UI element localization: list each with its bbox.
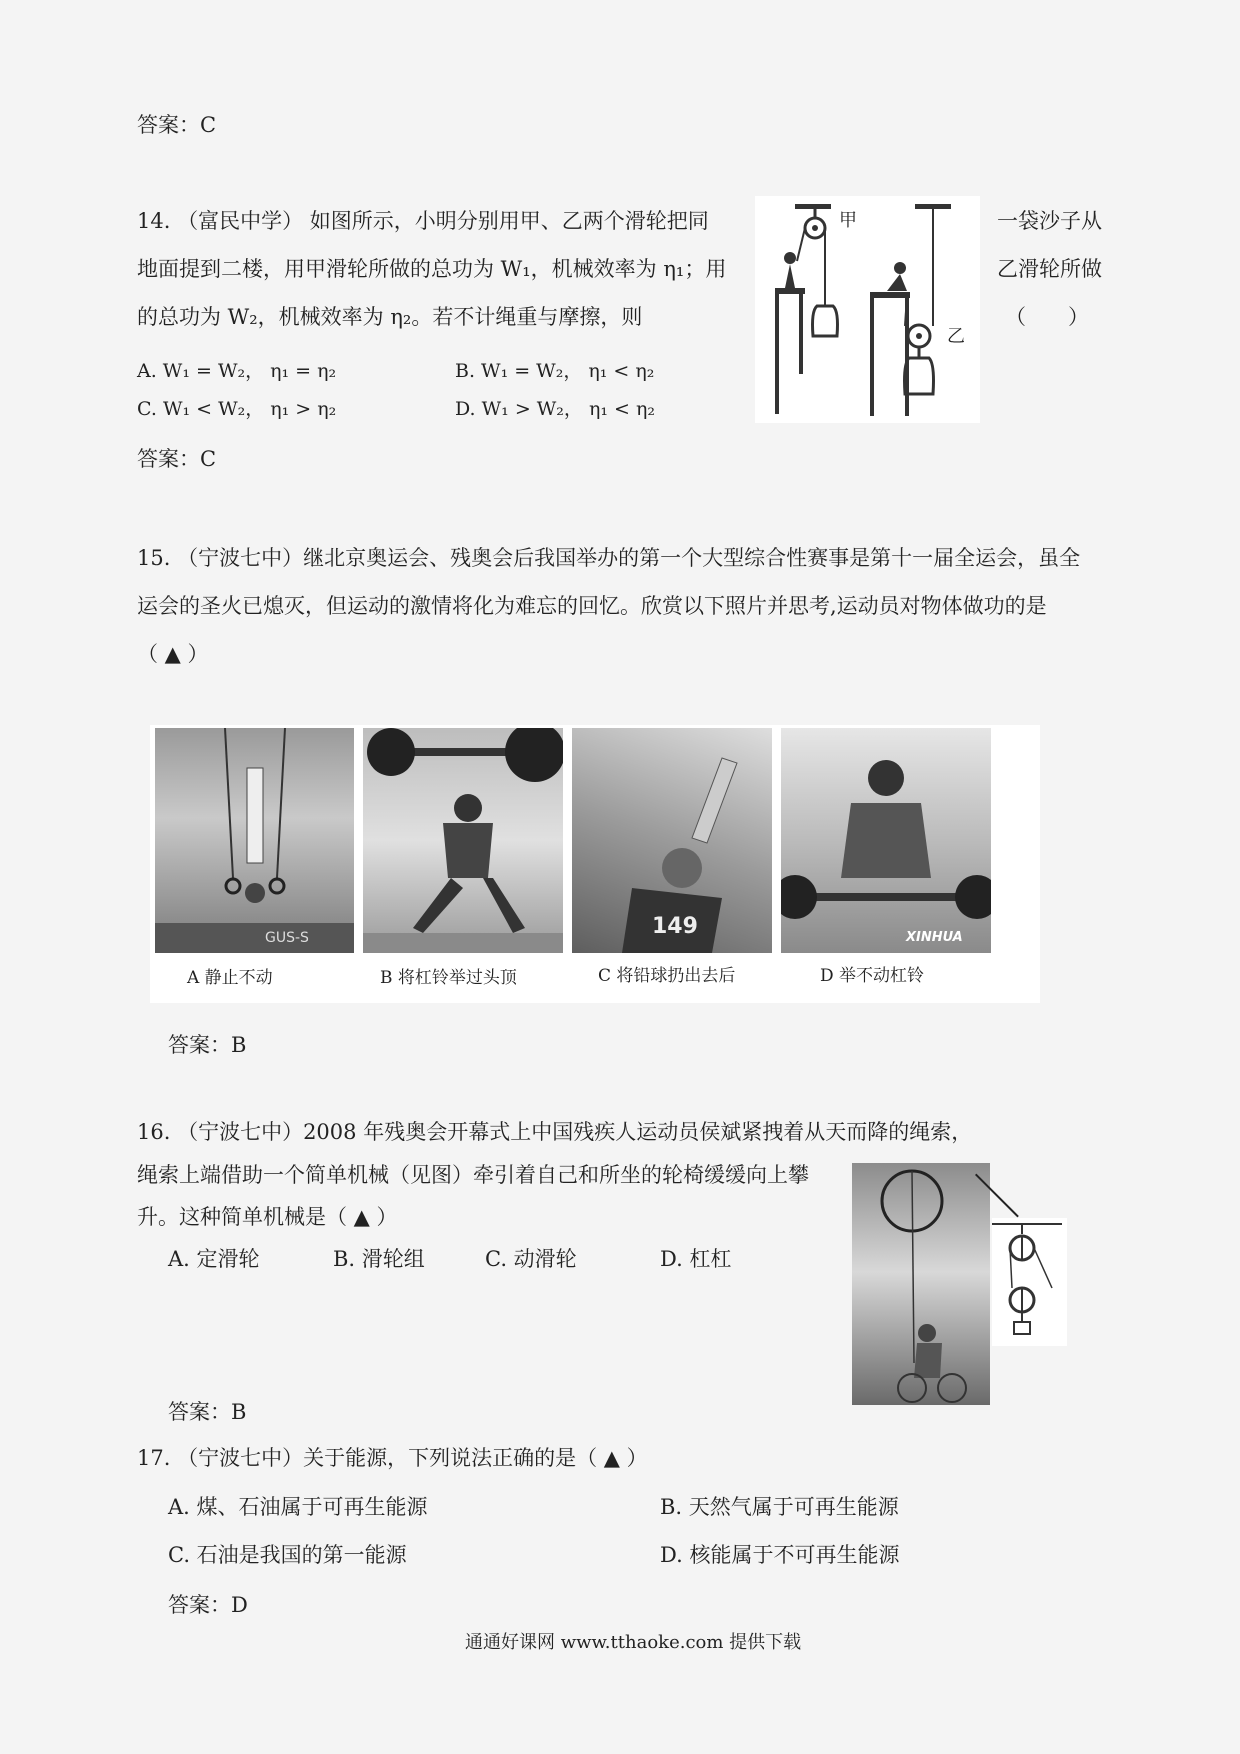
q14-answer: 答案：C bbox=[137, 447, 217, 471]
q14-line2-tail: 乙滑轮所做 bbox=[997, 257, 1102, 281]
q14-line1-tail: 一袋沙子从 bbox=[997, 209, 1102, 233]
q16-answer: 答案：B bbox=[168, 1400, 247, 1424]
q16-line2: 绳索上端借助一个简单机械（见图）牵引着自己和所坐的轮椅缓缓向上攀 bbox=[137, 1163, 809, 1187]
q16-option-b: B. 滑轮组 bbox=[333, 1247, 425, 1271]
q16-line3: 升。这种简单机械是（ ▲ ） bbox=[137, 1205, 398, 1229]
q15-line1: 15. （宁波七中）继北京奥运会、残奥会后我国举办的第一个大型综合性赛事是第十一届全运会，虽全 bbox=[137, 546, 1081, 570]
page-footer: 通通好课网 www.tthaoke.com 提供下载 bbox=[465, 1632, 802, 1653]
photo-a-rings bbox=[155, 728, 354, 953]
photo-c-shotput bbox=[572, 728, 772, 953]
q14-pulley-figure bbox=[755, 196, 980, 423]
q14-line1: 14. （富民中学） 如图所示，小明分别用甲、乙两个滑轮把同 bbox=[137, 209, 709, 233]
q17-answer: 答案：D bbox=[168, 1593, 248, 1617]
q16-option-d: D. 杠杠 bbox=[660, 1247, 732, 1271]
q16-line1: 16. （宁波七中）2008 年残奥会开幕式上中国残疾人运动员侯斌紧拽着从天而降的绳索， bbox=[137, 1120, 973, 1144]
q14-option-b: B. W₁ = W₂， η₁ < η₂ bbox=[455, 360, 655, 382]
q16-photo-wheelchair bbox=[852, 1163, 990, 1405]
q15-line3: （ ▲ ） bbox=[137, 642, 209, 666]
photo-a-banner-text: GUS-S bbox=[265, 930, 309, 946]
q17-question: 17. （宁波七中）关于能源，下列说法正确的是（ ▲ ） bbox=[137, 1446, 648, 1470]
photo-d-weightlifter bbox=[781, 728, 991, 953]
caption-d: D 举不动杠铃 bbox=[820, 966, 925, 986]
answer-prev: 答案：C bbox=[137, 113, 217, 137]
q17-option-d: D. 核能属于不可再生能源 bbox=[660, 1543, 900, 1567]
q14-line3-tail: （ ） bbox=[1005, 305, 1089, 329]
q17-option-a: A. 煤、石油属于可再生能源 bbox=[168, 1495, 428, 1519]
q16-option-c: C. 动滑轮 bbox=[485, 1247, 577, 1271]
q14-option-c: C. W₁ < W₂， η₁ > η₂ bbox=[137, 398, 337, 420]
caption-a: A 静止不动 bbox=[187, 968, 273, 988]
photo-d-watermark: XINHUA bbox=[906, 930, 963, 945]
q17-option-b: B. 天然气属于可再生能源 bbox=[660, 1495, 899, 1519]
q17-option-c: C. 石油是我国的第一能源 bbox=[168, 1543, 407, 1567]
q16-pulley-inset bbox=[992, 1218, 1067, 1346]
q14-option-a: A. W₁ = W₂， η₁ = η₂ bbox=[137, 360, 337, 382]
q16-option-a: A. 定滑轮 bbox=[168, 1247, 260, 1271]
q14-line3: 的总功为 W₂，机械效率为 η₂。若不计绳重与摩擦，则 bbox=[137, 305, 643, 329]
q14-line2: 地面提到二楼，用甲滑轮所做的总功为 W₁，机械效率为 η₁；用 bbox=[137, 257, 727, 281]
q14-label-yi: 乙 bbox=[947, 326, 965, 347]
photo-b-weightlifter bbox=[363, 728, 563, 953]
q15-answer: 答案：B bbox=[168, 1033, 247, 1057]
photo-c-bib-number: 149 bbox=[652, 914, 698, 939]
q15-photo-strip bbox=[150, 725, 1040, 1003]
caption-c: C 将铅球扔出去后 bbox=[598, 966, 736, 986]
caption-b: B 将杠铃举过头顶 bbox=[380, 968, 517, 988]
q14-option-d: D. W₁ > W₂， η₁ < η₂ bbox=[455, 398, 655, 420]
q14-label-jia: 甲 bbox=[839, 210, 857, 231]
q15-line2: 运会的圣火已熄灭，但运动的激情将化为难忘的回忆。欣赏以下照片并思考,运动员对物体做功的是 bbox=[137, 594, 1047, 618]
